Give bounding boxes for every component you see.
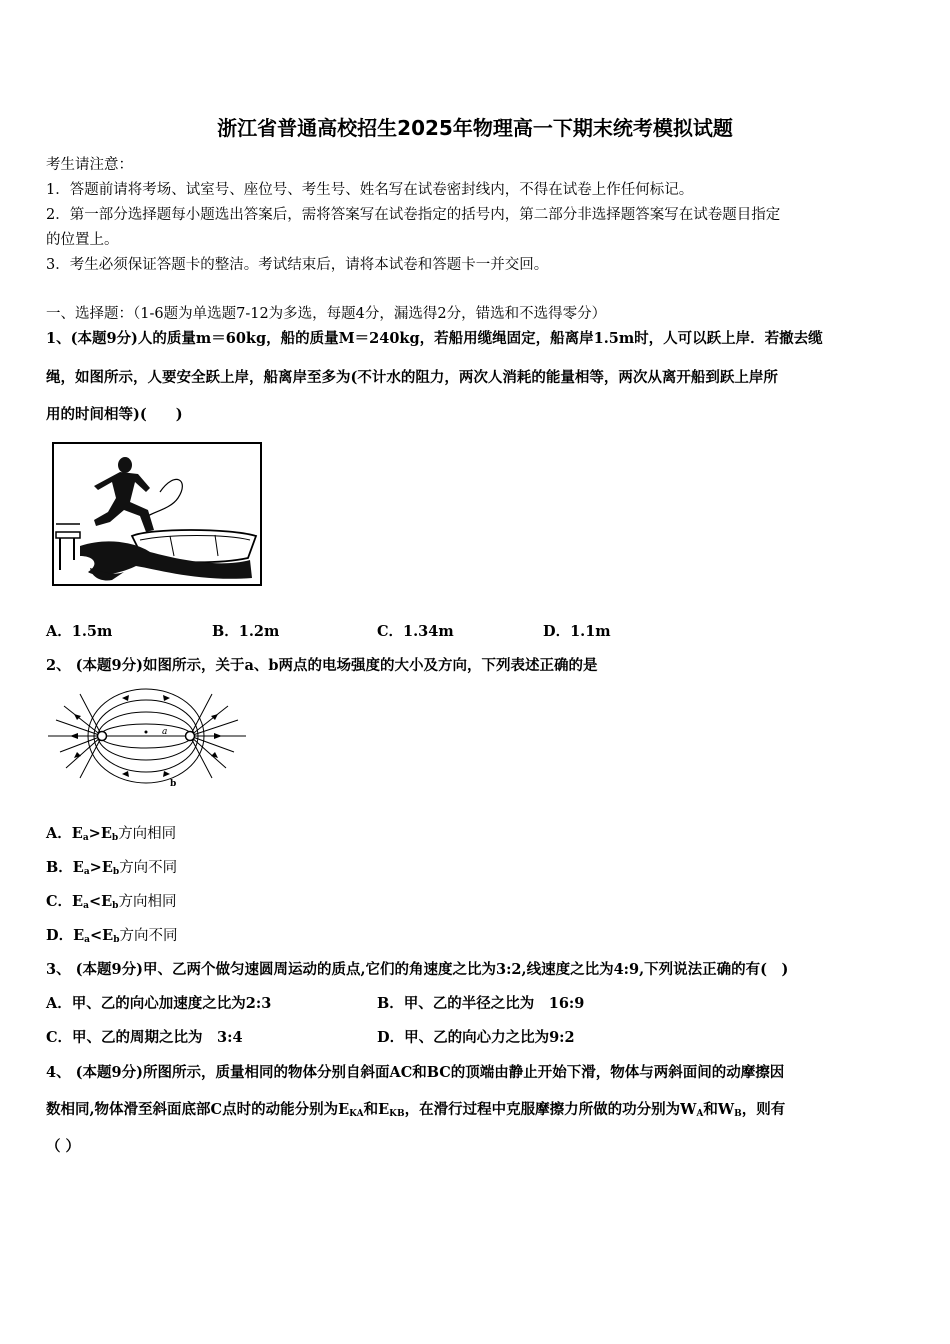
q2-option-b: B．$E_a>E_b$方向不同 <box>46 859 178 877</box>
point-b-label: b <box>170 779 177 788</box>
q4-answer-bracket: （ ） <box>46 1138 81 1155</box>
q4-stem: 数相同,物体滑至斜面底部C点时的动能分别为$E_{KA}$和$E_{KB}$，在滑行过程中克服摩擦力所做的功分别为$W_A$和$W_B$，则有 <box>46 1101 786 1119</box>
q1-option-b: B．1.2m <box>212 623 280 640</box>
q2-electric-field-figure <box>46 684 251 788</box>
notice-item: 2．第一部分选择题每小题选出答案后，需将答案写在试卷指定的括号内，第二部分非选择题答案写在试卷题目指定 <box>46 207 781 223</box>
q4-stem: 4、 (本题9分)所图所示，质量相同的物体分别自斜面AC和BC的顶端由静止开始下滑，物体与两斜面间的动摩擦因 <box>46 1064 785 1081</box>
notice-heading: 考生请注意： <box>46 157 133 173</box>
page-title: 浙江省普通高校招生2025年物理高一下期末统考模拟试题 <box>217 116 733 140</box>
q1-boat-jump-figure <box>50 440 265 588</box>
notice-item: 的位置上。 <box>46 232 119 248</box>
q2-option-a: A．$E_a>E_b$方向相同 <box>46 825 177 843</box>
q3-option-d: D．甲、乙的向心力之比为9:2 <box>377 1029 575 1046</box>
notice-item: 1．答题前请将考场、试室号、座位号、考生号、姓名写在试卷密封线内，不得在试卷上作任何标记。 <box>46 182 694 198</box>
q3-option-b: B．甲、乙的半径之比为 16:9 <box>377 995 585 1012</box>
q1-stem: 绳，如图所示，人要安全跃上岸，船离岸至多为(不计水的阻力，两次人消耗的能量相等，两次从离开船到跃上岸所 <box>46 369 778 386</box>
q1-option-c: C．1.34m <box>377 623 454 640</box>
q1-option-d: D．1.1m <box>543 623 611 640</box>
point-a-label: a <box>162 727 168 737</box>
q2-option-d: D．$E_a<E_b$方向不同 <box>46 927 178 945</box>
notice-item: 3．考生必须保证答题卡的整洁。考试结束后，请将本试卷和答题卡一并交回。 <box>46 257 549 273</box>
q3-option-c: C．甲、乙的周期之比为 3:4 <box>46 1029 243 1046</box>
q2-option-c: C．$E_a<E_b$方向相同 <box>46 893 177 911</box>
q1-stem: 用的时间相等)( ) <box>46 406 183 423</box>
q1-stem: 1、(本题9分)人的质量m＝60kg，船的质量M＝240kg，若船用缆绳固定，船离岸1.5m时，人可以跃上岸．若撤去缆 <box>46 330 823 347</box>
section-heading: 一、选择题：（1-6题为单选题7-12为多选，每题4分，漏选得2分，错选和不选得零分） <box>46 306 607 322</box>
q3-option-a: A．甲、乙的向心加速度之比为2:3 <box>46 995 272 1012</box>
q2-stem: 2、 (本题9分)如图所示，关于a、b两点的电场强度的大小及方向，下列表述正确的是 <box>46 657 598 674</box>
q3-stem: 3、 (本题9分)甲、乙两个做匀速圆周运动的质点,它们的角速度之比为3:2,线速度之比为4:9,下列说法正确的有( ) <box>46 961 789 978</box>
q1-option-a: A．1.5m <box>46 623 113 640</box>
